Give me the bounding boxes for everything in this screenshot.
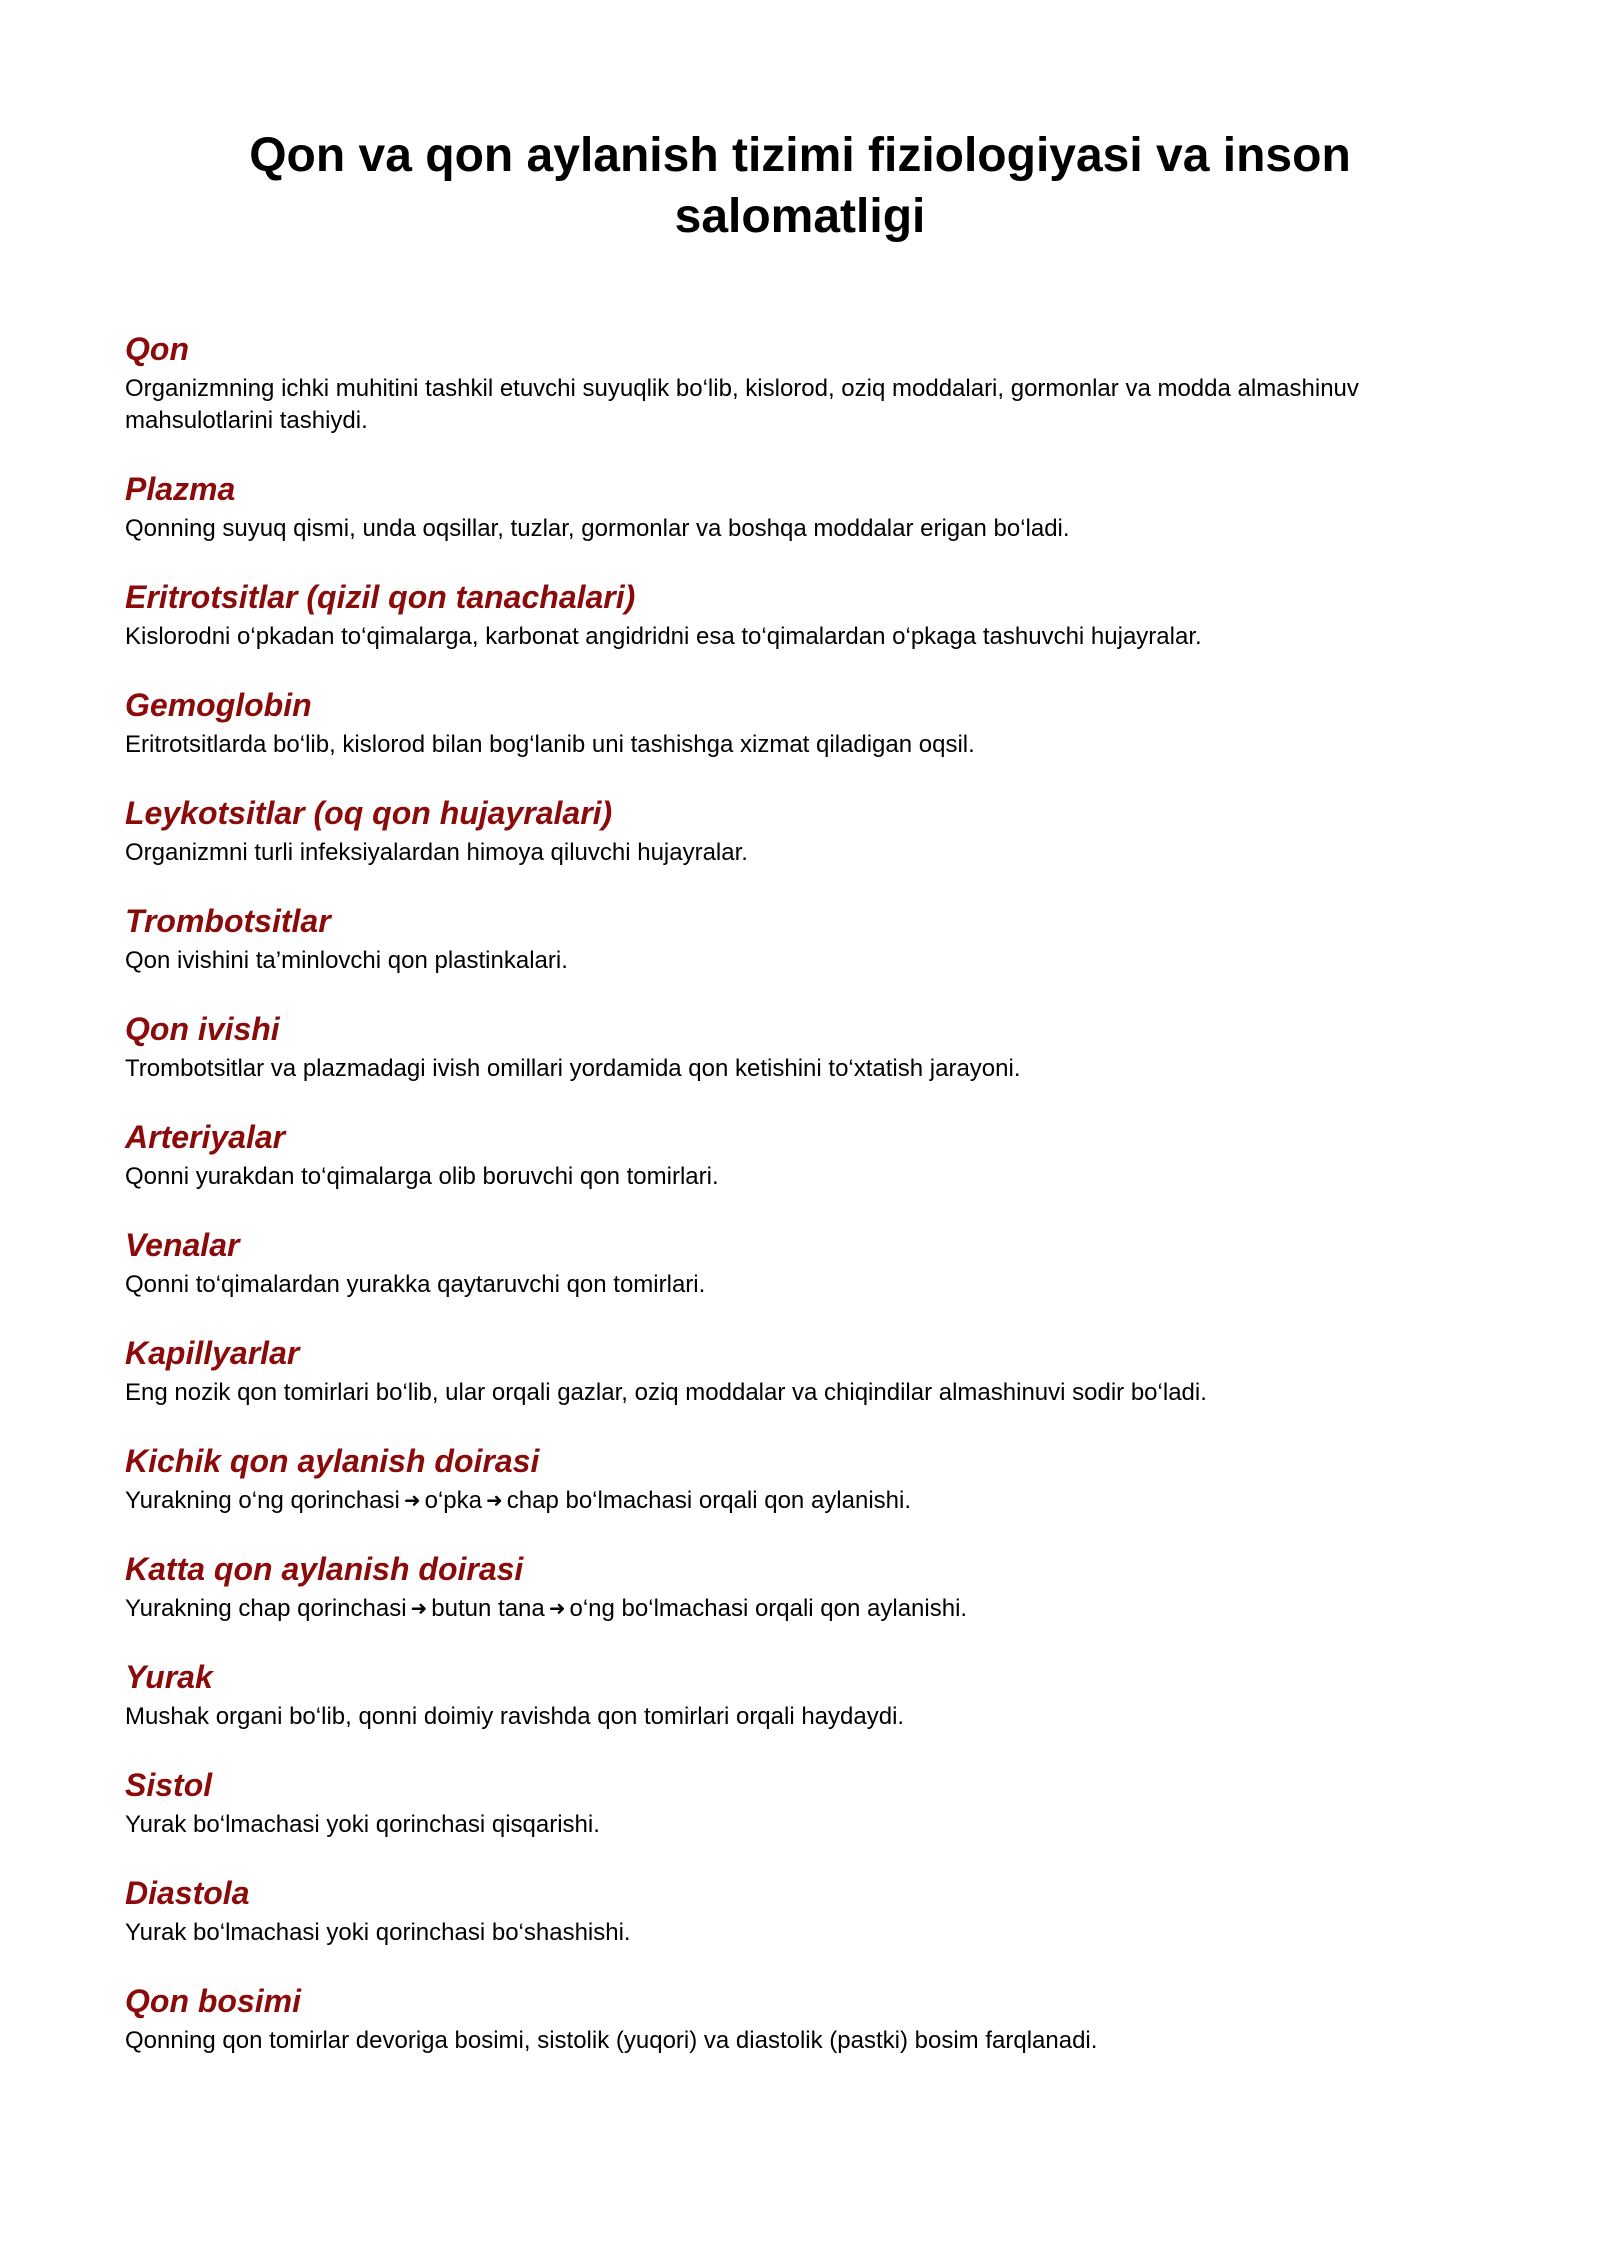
definition-part: Yurakning o‘ng qorinchasi <box>125 1487 400 1514</box>
term-heading: Kapillyarlar <box>125 1335 300 1371</box>
glossary-list <box>125 329 1475 2057</box>
glossary-entry <box>125 901 1475 977</box>
definition-part: butun tana <box>431 1595 545 1622</box>
glossary-entry <box>125 1981 1475 2057</box>
term-definition: Trombotsitlar va plazmadagi ivish omillari yordamida qon ketishini to‘xtatish jarayoni. <box>125 1055 1021 1082</box>
glossary-entry <box>125 469 1475 545</box>
definition-part: o‘ng bo‘lmachasi orqali qon aylanishi. <box>569 1595 968 1622</box>
term-heading: Gemoglobin <box>125 687 312 723</box>
right-arrow-icon: ➜ <box>410 1598 428 1620</box>
glossary-entry <box>125 793 1475 869</box>
glossary-entry <box>125 1657 1475 1733</box>
glossary-entry <box>125 1225 1475 1301</box>
term-heading: Leykotsitlar (oq qon hujayralari) <box>125 795 613 831</box>
glossary-entry <box>125 1117 1475 1193</box>
document-title: Qon va qon aylanish tizimi fiziologiyasi va inson salomatligi <box>249 129 1351 243</box>
term-definition: Organizmning ichki muhitini tashkil etuvchi suyuqlik bo‘lib, kislorod, oziq moddalari, gormonlar va modda almashinuv mahsulotlarini tashiydi. <box>125 375 1359 434</box>
term-heading: Katta qon aylanish doirasi <box>125 1551 524 1587</box>
term-definition: Qonni to‘qimalardan yurakka qaytaruvchi qon tomirlari. <box>125 1271 706 1298</box>
term-definition: Eritrotsitlarda bo‘lib, kislorod bilan bog‘lanib uni tashishga xizmat qiladigan oqsil. <box>125 731 975 758</box>
definition-part: o‘pka <box>424 1487 482 1514</box>
right-arrow-icon: ➜ <box>486 1490 503 1512</box>
glossary-entry <box>125 1549 1475 1625</box>
term-definition: Mushak organi bo‘lib, qonni doimiy ravishda qon tomirlari orqali haydaydi. <box>125 1703 905 1730</box>
term-definition: Qonning qon tomirlar devoriga bosimi, sistolik (yuqori) va diastolik (pastki) bosim farqlanadi. <box>125 2027 1098 2054</box>
term-definition: Eng nozik qon tomirlari bo‘lib, ular orqali gazlar, oziq moddalar va chiqindilar almashinuvi sodir bo‘ladi. <box>125 1379 1207 1406</box>
term-heading: Qon ivishi <box>125 1011 280 1047</box>
right-arrow-icon: ➜ <box>548 1598 566 1620</box>
term-heading: Trombotsitlar <box>125 903 331 939</box>
glossary-entry <box>125 1873 1475 1949</box>
glossary-entry <box>125 1441 1475 1517</box>
term-heading: Plazma <box>125 471 236 507</box>
glossary-entry <box>125 1333 1475 1409</box>
term-definition: Organizmni turli infeksiyalardan himoya qiluvchi hujayralar. <box>125 839 748 866</box>
term-definition: Kislorodni o‘pkadan to‘qimalarga, karbonat angidridni esa to‘qimalardan o‘pkaga tashuvchi hujayralar. <box>125 623 1202 650</box>
definition-part: chap bo‘lmachasi orqali qon aylanishi. <box>506 1487 912 1514</box>
term-definition: Yurak bo‘lmachasi yoki qorinchasi bo‘shashishi. <box>125 1919 631 1946</box>
right-arrow-icon: ➜ <box>403 1490 421 1512</box>
glossary-entry <box>125 1765 1475 1841</box>
definition-part: Yurakning chap qorinchasi <box>125 1595 407 1622</box>
term-definition: Yurak bo‘lmachasi yoki qorinchasi qisqarishi. <box>125 1811 600 1838</box>
term-heading: Diastola <box>125 1875 250 1911</box>
term-heading: Kichik qon aylanish doirasi <box>125 1443 540 1479</box>
glossary-entry <box>125 685 1475 761</box>
term-definition <box>125 1485 1475 1517</box>
term-heading: Arteriyalar <box>125 1119 286 1155</box>
term-heading: Venalar <box>125 1227 240 1263</box>
term-heading: Eritrotsitlar (qizil qon tanachalari) <box>125 579 636 615</box>
term-heading: Qon bosimi <box>125 1983 301 2019</box>
term-definition <box>125 1593 1475 1625</box>
term-heading: Yurak <box>125 1659 213 1695</box>
glossary-entry <box>125 329 1475 437</box>
term-definition: Qonning suyuq qismi, unda oqsillar, tuzlar, gormonlar va boshqa moddalar erigan bo‘ladi. <box>125 515 1070 542</box>
term-heading: Sistol <box>125 1767 213 1803</box>
term-definition: Qonni yurakdan to‘qimalarga olib boruvchi qon tomirlari. <box>125 1163 719 1190</box>
term-definition: Qon ivishini ta’minlovchi qon plastinkalari. <box>125 947 568 974</box>
glossary-entry <box>125 1009 1475 1085</box>
glossary-entry <box>125 577 1475 653</box>
term-heading: Qon <box>125 331 189 367</box>
